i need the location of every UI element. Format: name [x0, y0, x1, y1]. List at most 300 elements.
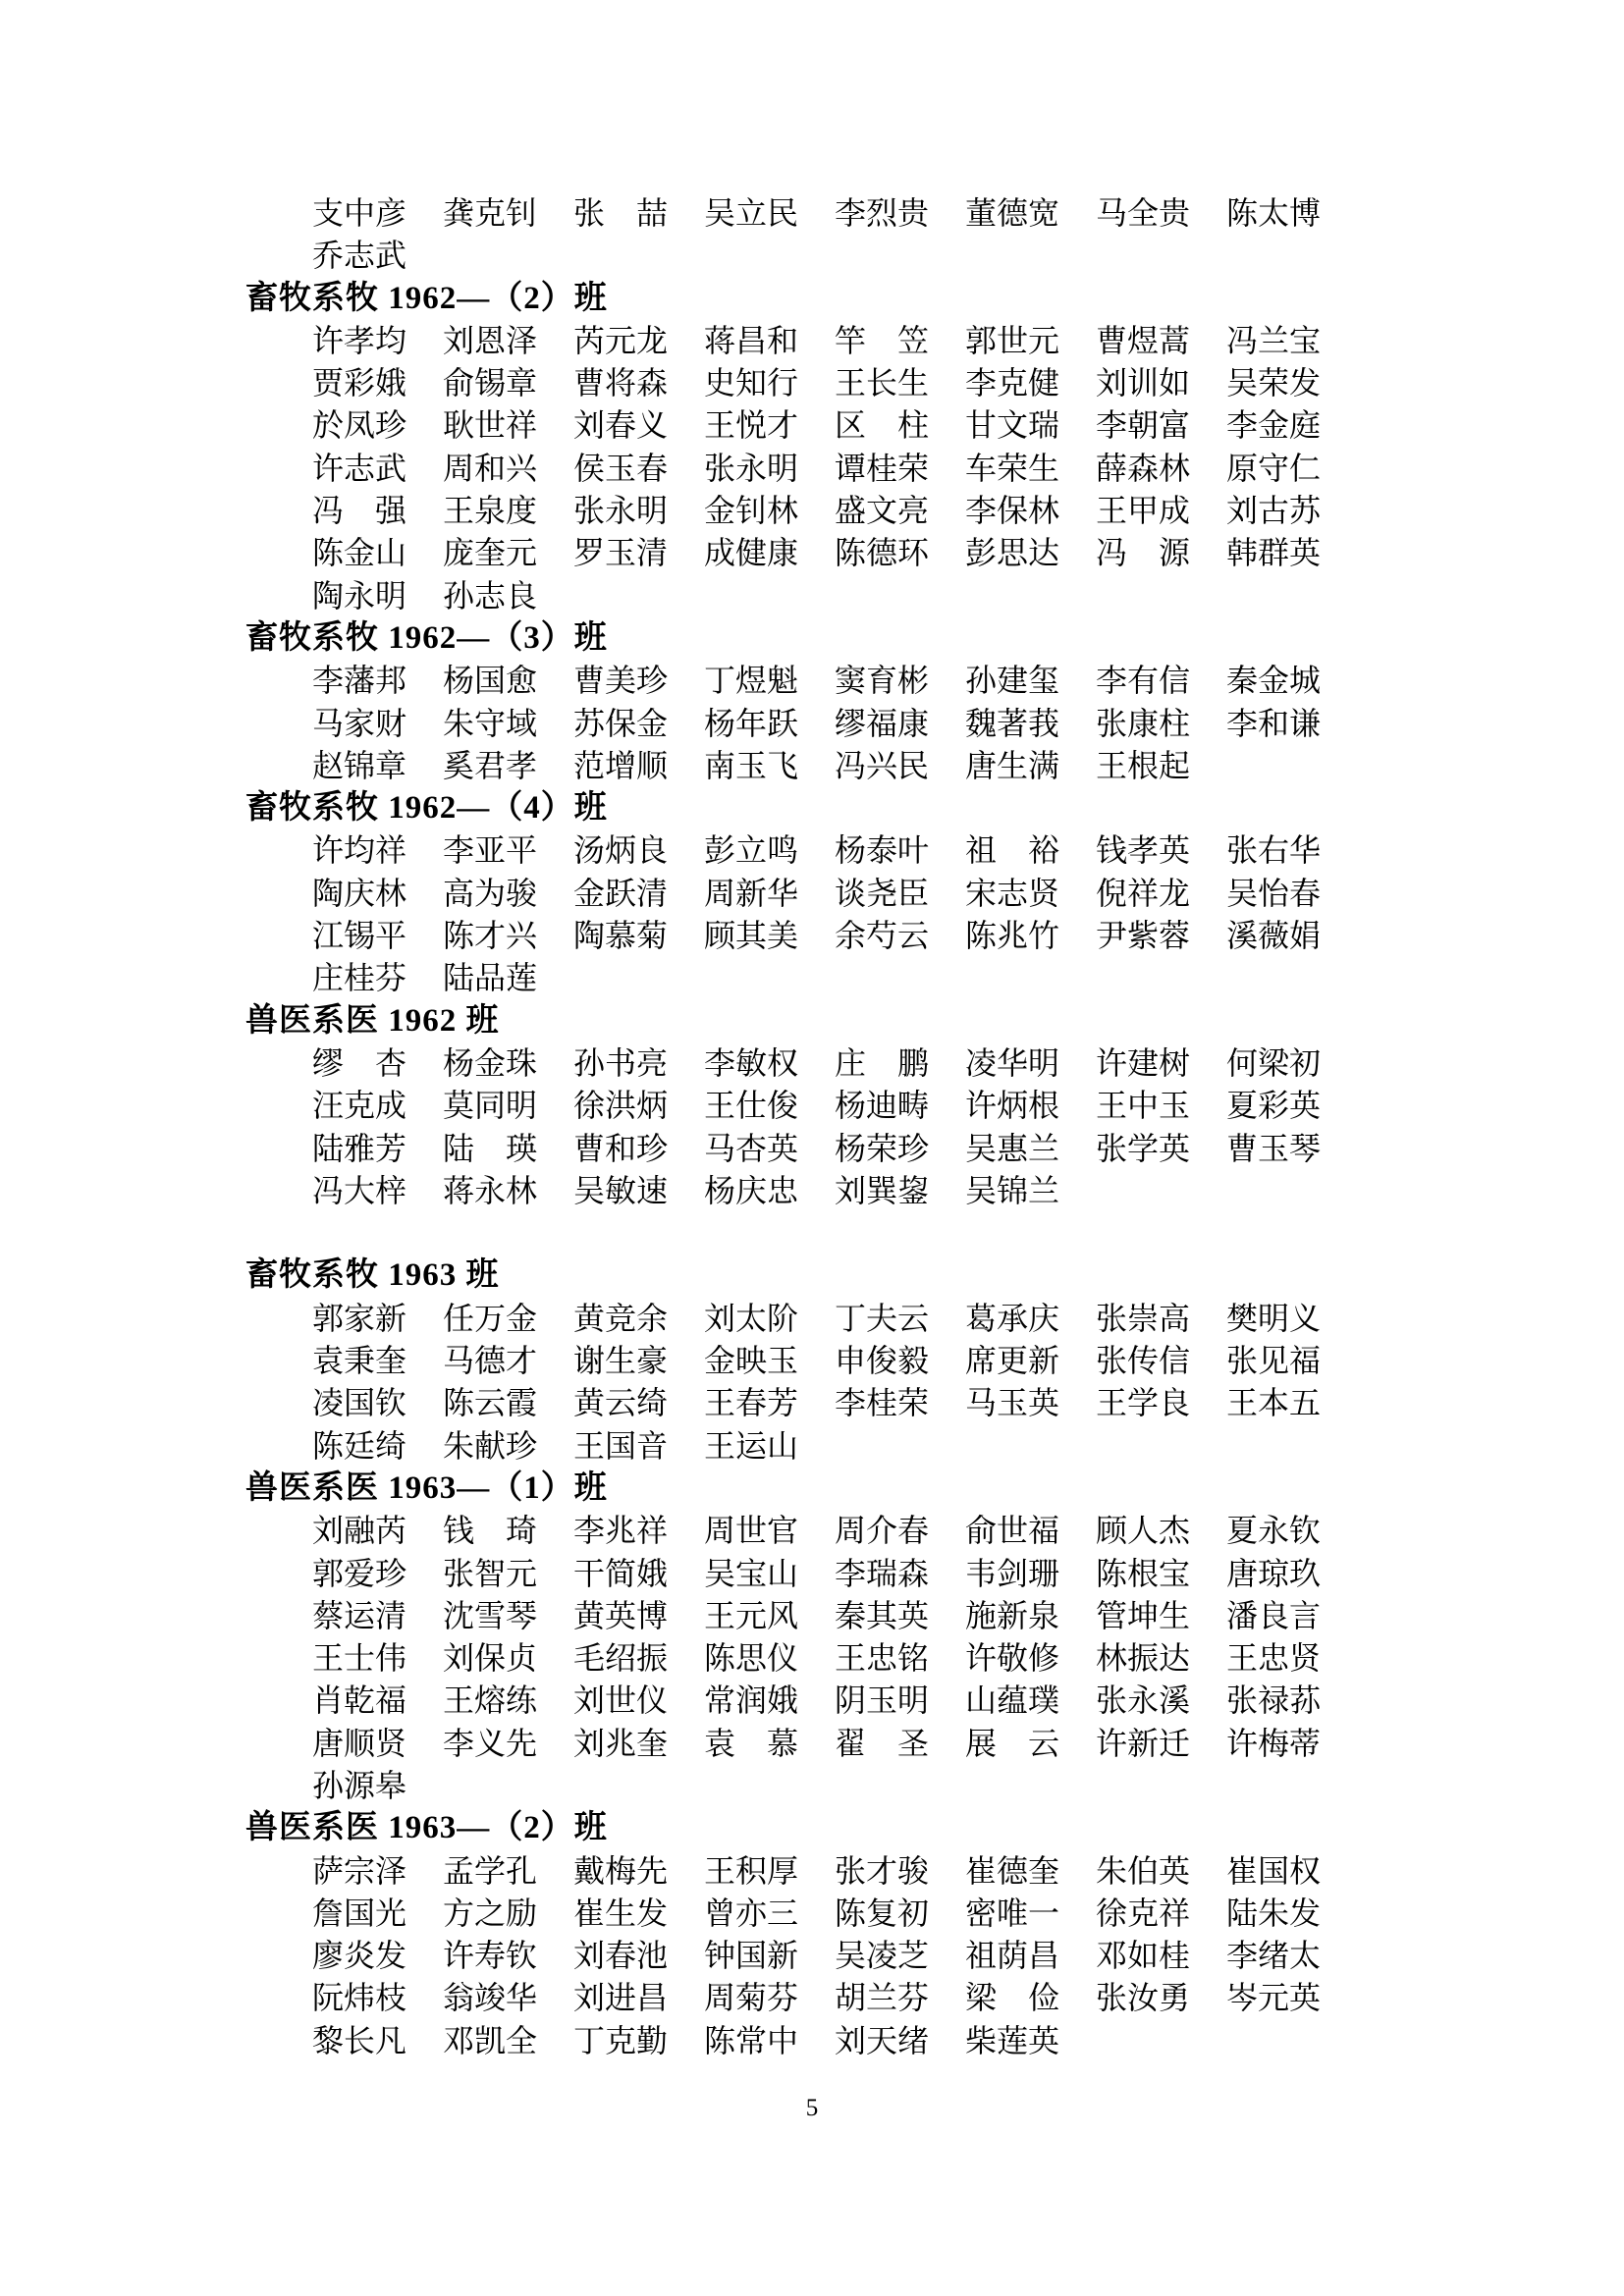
student-name: 汤炳良	[573, 832, 669, 869]
student-name: 朱献珍	[443, 1427, 538, 1464]
student-name: 盛文亮	[835, 493, 930, 529]
student-name: 缪福康	[835, 705, 930, 741]
student-name: 南玉飞	[704, 747, 799, 783]
student-name: 史知行	[704, 365, 799, 401]
student-name: 车荣生	[965, 450, 1060, 486]
name-row	[0, 532, 1624, 574]
student-name: 彭思达	[965, 535, 1060, 571]
section-header: 兽医系医 1963—（2）班	[245, 1810, 608, 1846]
student-name: 宋志贤	[965, 875, 1060, 911]
name-row	[0, 1425, 1624, 1468]
student-name: 汪克成	[312, 1088, 407, 1124]
student-name: 甘文瑞	[965, 407, 1060, 444]
student-name: 黄竞余	[573, 1300, 669, 1336]
student-name: 韦剑珊	[965, 1555, 1060, 1591]
section	[0, 1255, 1624, 1467]
name-row	[0, 1723, 1624, 1765]
student-name: 庄桂芬	[312, 960, 407, 996]
student-name: 钱孝英	[1096, 832, 1191, 869]
student-name: 唐琼玖	[1226, 1555, 1322, 1591]
student-name: 周菊芬	[704, 1980, 799, 2016]
student-name: 杨庆忠	[704, 1172, 799, 1208]
student-name: 夏彩英	[1226, 1088, 1322, 1124]
student-name: 杨泰叶	[835, 832, 930, 869]
name-row	[0, 448, 1624, 490]
student-name: 崔生发	[573, 1895, 669, 1931]
name-row	[0, 1128, 1624, 1170]
student-name: 刘融芮	[312, 1513, 407, 1549]
student-name: 王士伟	[312, 1640, 407, 1677]
student-name: 戴梅先	[573, 1852, 669, 1889]
student-name: 原守仁	[1226, 450, 1322, 486]
student-name: 陈太博	[1226, 195, 1322, 231]
student-name: 金跃清	[573, 875, 669, 911]
student-name: 陈德环	[835, 535, 930, 571]
student-name: 马德才	[443, 1343, 538, 1379]
student-name: 王泉度	[443, 493, 538, 529]
student-name: 李亚平	[443, 832, 538, 869]
section-gap	[0, 1212, 1624, 1255]
student-name: 席更新	[965, 1343, 1060, 1379]
student-name: 溪薇娟	[1226, 918, 1322, 954]
student-name: 马杏英	[704, 1130, 799, 1166]
student-name: 秦金城	[1226, 663, 1322, 699]
name-row	[0, 1382, 1624, 1424]
student-name: 王春芳	[704, 1385, 799, 1421]
student-name: 袁秉奎	[312, 1343, 407, 1379]
student-name: 孙源皋	[312, 1767, 407, 1803]
student-name: 刘保贞	[443, 1640, 538, 1677]
name-row	[0, 1850, 1624, 1893]
student-name: 曹玉琴	[1226, 1130, 1322, 1166]
section-header: 兽医系医 1962 班	[245, 1002, 500, 1039]
student-name: 谢生豪	[573, 1343, 669, 1379]
student-name: 陈根宝	[1096, 1555, 1191, 1591]
student-name: 丁夫云	[835, 1300, 930, 1336]
student-name: 王学良	[1096, 1385, 1191, 1421]
student-name: 苏保金	[573, 705, 669, 741]
student-name: 李有信	[1096, 663, 1191, 699]
student-name: 董德宽	[965, 195, 1060, 231]
student-name: 詹国光	[312, 1895, 407, 1931]
student-name: 陶庆林	[312, 875, 407, 911]
student-name: 周新华	[704, 875, 799, 911]
name-row	[0, 1680, 1624, 1722]
student-name: 朱守域	[443, 705, 538, 741]
student-name: 江锡平	[312, 918, 407, 954]
student-name: 曹美珍	[573, 663, 669, 699]
student-name: 李朝富	[1096, 407, 1191, 444]
name-row	[0, 1510, 1624, 1552]
name-row	[0, 1977, 1624, 2019]
name-row	[0, 829, 1624, 872]
student-name: 李藩邦	[312, 663, 407, 699]
student-name: 祖 裕	[965, 832, 1060, 869]
student-name: 刘太阶	[704, 1300, 799, 1336]
student-name: 廖炎发	[312, 1938, 407, 1974]
student-name: 吴立民	[704, 195, 799, 231]
student-name: 蔡运清	[312, 1597, 407, 1633]
student-name: 竿 笠	[835, 322, 930, 358]
student-name: 唐生满	[965, 747, 1060, 783]
student-name: 陆品莲	[443, 960, 538, 996]
student-name: 葛承庆	[965, 1300, 1060, 1336]
student-name: 许新迁	[1096, 1725, 1191, 1761]
student-name: 施新泉	[965, 1597, 1060, 1633]
student-name: 李和谦	[1226, 705, 1322, 741]
student-name: 许梅蒂	[1226, 1725, 1322, 1761]
student-name: 夏永钦	[1226, 1513, 1322, 1549]
name-row	[0, 1553, 1624, 1595]
name-row	[0, 235, 1624, 277]
student-name: 陈兆竹	[965, 918, 1060, 954]
student-name: 冯兰宝	[1226, 322, 1322, 358]
student-name: 赵锦章	[312, 747, 407, 783]
name-row	[0, 873, 1624, 915]
student-name: 张见福	[1226, 1343, 1322, 1379]
student-name: 王熔练	[443, 1682, 538, 1719]
student-name: 何梁初	[1226, 1044, 1322, 1081]
student-name: 郭世元	[965, 322, 1060, 358]
student-name: 徐克祥	[1096, 1895, 1191, 1931]
student-name: 韩群英	[1226, 535, 1322, 571]
student-name: 谭桂荣	[835, 450, 930, 486]
name-row	[0, 1298, 1624, 1340]
student-name: 张智元	[443, 1555, 538, 1591]
name-row	[0, 490, 1624, 532]
student-name: 张传信	[1096, 1343, 1191, 1379]
student-name: 谈尧臣	[835, 875, 930, 911]
name-row	[0, 1340, 1624, 1382]
student-name: 刘春义	[573, 407, 669, 444]
student-name: 奚君孝	[443, 747, 538, 783]
student-name: 冯 源	[1096, 535, 1191, 571]
student-name: 王悦才	[704, 407, 799, 444]
student-name: 萨宗泽	[312, 1852, 407, 1889]
student-name: 彭立鸣	[704, 832, 799, 869]
student-name: 冯大梓	[312, 1172, 407, 1208]
student-name: 许孝均	[312, 322, 407, 358]
student-name: 吴惠兰	[965, 1130, 1060, 1166]
name-row	[0, 1893, 1624, 1935]
name-row	[0, 320, 1624, 362]
student-name: 高为骏	[443, 875, 538, 911]
student-name: 潘良言	[1226, 1597, 1322, 1633]
student-name: 吴凌芝	[835, 1938, 930, 1974]
student-name: 支中彦	[312, 195, 407, 231]
name-row	[0, 1042, 1624, 1085]
student-name: 王国音	[573, 1427, 669, 1464]
student-name: 刘恩泽	[443, 322, 538, 358]
student-name: 管坤生	[1096, 1597, 1191, 1633]
student-name: 贾彩娥	[312, 365, 407, 401]
student-name: 范增顺	[573, 747, 669, 783]
student-name: 丁煜魁	[704, 663, 799, 699]
student-name: 杨迪畴	[835, 1088, 930, 1124]
student-name: 徐洪炳	[573, 1088, 669, 1124]
student-name: 梁 俭	[965, 1980, 1060, 2016]
student-name: 刘进昌	[573, 1980, 669, 2016]
student-name: 刘世仪	[573, 1682, 669, 1719]
student-name: 孙书亮	[573, 1044, 669, 1081]
student-name: 顾人杰	[1096, 1513, 1191, 1549]
student-name: 张学英	[1096, 1130, 1191, 1166]
section	[0, 192, 1624, 278]
student-name: 许炳根	[965, 1088, 1060, 1124]
student-name: 刘春池	[573, 1938, 669, 1974]
student-name: 李义先	[443, 1725, 538, 1761]
student-name: 王元风	[704, 1597, 799, 1633]
student-name: 密唯一	[965, 1895, 1060, 1931]
student-name: 陈才兴	[443, 918, 538, 954]
student-name: 王长生	[835, 365, 930, 401]
student-name: 周世官	[704, 1513, 799, 1549]
student-name: 祖荫昌	[965, 1938, 1060, 1974]
student-name: 王仕俊	[704, 1088, 799, 1124]
student-name: 吴敏速	[573, 1172, 669, 1208]
name-row	[0, 1595, 1624, 1637]
name-row	[0, 1765, 1624, 1807]
name-row	[0, 660, 1624, 702]
name-row	[0, 362, 1624, 404]
student-name: 陈云霞	[443, 1385, 538, 1421]
student-name: 展 云	[965, 1725, 1060, 1761]
student-name: 朱伯英	[1096, 1852, 1191, 1889]
student-name: 杨国愈	[443, 663, 538, 699]
student-name: 薛森林	[1096, 450, 1191, 486]
name-row	[0, 1085, 1624, 1127]
student-name: 王根起	[1096, 747, 1191, 783]
student-name: 王本五	[1226, 1385, 1322, 1421]
student-name: 罗玉清	[573, 535, 669, 571]
student-name: 吴荣发	[1226, 365, 1322, 401]
student-name: 方之励	[443, 1895, 538, 1931]
student-name: 崔国权	[1226, 1852, 1322, 1889]
student-name: 郭爱珍	[312, 1555, 407, 1591]
student-name: 陈常中	[704, 2022, 799, 2058]
student-name: 魏著莪	[965, 705, 1060, 741]
student-name: 蒋昌和	[704, 322, 799, 358]
student-name: 曹将森	[573, 365, 669, 401]
student-name: 秦其英	[835, 1597, 930, 1633]
name-row	[0, 404, 1624, 447]
student-name: 刘天绪	[835, 2022, 930, 2058]
section	[0, 617, 1624, 787]
student-name: 王中玉	[1096, 1088, 1191, 1124]
student-name: 张才骏	[835, 1852, 930, 1889]
name-row	[0, 2020, 1624, 2062]
student-name: 陈金山	[312, 535, 407, 571]
student-name: 许敬修	[965, 1640, 1060, 1677]
student-name: 蒋永林	[443, 1172, 538, 1208]
student-name: 李兆祥	[573, 1513, 669, 1549]
student-name: 张崇高	[1096, 1300, 1191, 1336]
student-name: 胡兰芬	[835, 1980, 930, 2016]
student-name: 常润娥	[704, 1682, 799, 1719]
student-name: 黄云绮	[573, 1385, 669, 1421]
student-name: 王甲成	[1096, 493, 1191, 529]
student-name: 金映玉	[704, 1343, 799, 1379]
student-name: 金钊林	[704, 493, 799, 529]
name-row	[0, 192, 1624, 235]
student-name: 张永明	[573, 493, 669, 529]
student-name: 俞世福	[965, 1513, 1060, 1549]
section-header: 畜牧系牧 1962—（4）班	[245, 790, 608, 827]
student-name: 成健康	[704, 535, 799, 571]
student-name: 王忠铭	[835, 1640, 930, 1677]
student-name: 樊明义	[1226, 1300, 1322, 1336]
student-name: 张禄荪	[1226, 1682, 1322, 1719]
student-name: 吴锦兰	[965, 1172, 1060, 1208]
student-name: 倪祥龙	[1096, 875, 1191, 911]
student-name: 邓如桂	[1096, 1938, 1191, 1974]
student-name: 申俊毅	[835, 1343, 930, 1379]
student-name: 李保林	[965, 493, 1060, 529]
student-name: 吴怡春	[1226, 875, 1322, 911]
student-name: 肖乾福	[312, 1682, 407, 1719]
student-name: 翟 圣	[835, 1725, 930, 1761]
student-name: 张 喆	[573, 195, 669, 231]
name-row	[0, 1935, 1624, 1977]
student-name: 刘训如	[1096, 365, 1191, 401]
student-name: 陈廷绮	[312, 1427, 407, 1464]
student-name: 许志武	[312, 450, 407, 486]
student-name: 乔志武	[312, 238, 407, 274]
section-header: 畜牧系牧 1962—（3）班	[245, 619, 608, 656]
section	[0, 1807, 1624, 2062]
student-name: 窦育彬	[835, 663, 930, 699]
student-name: 张康柱	[1096, 705, 1191, 741]
name-row	[0, 703, 1624, 745]
section-header: 畜牧系牧 1962—（2）班	[245, 280, 608, 316]
student-name: 陶永明	[312, 577, 407, 614]
student-name: 陆 瑛	[443, 1130, 538, 1166]
student-name: 杨年跃	[704, 705, 799, 741]
student-name: 余芍云	[835, 918, 930, 954]
student-name: 顾其美	[704, 918, 799, 954]
student-name: 侯玉春	[573, 450, 669, 486]
student-name: 孙志良	[443, 577, 538, 614]
student-name: 张永溪	[1096, 1682, 1191, 1719]
student-name: 许建树	[1096, 1044, 1191, 1081]
student-name: 岑元英	[1226, 1980, 1322, 2016]
student-name: 王忠贤	[1226, 1640, 1322, 1677]
student-name: 陶慕菊	[573, 918, 669, 954]
student-name: 山蕴璞	[965, 1682, 1060, 1719]
page-number: 5	[805, 2095, 819, 2121]
student-name: 曹煜蒿	[1096, 322, 1191, 358]
section	[0, 787, 1624, 999]
section	[0, 1468, 1624, 1807]
student-name: 庞奎元	[443, 535, 538, 571]
student-name: 凌国钦	[312, 1385, 407, 1421]
student-name: 於凤珍	[312, 407, 407, 444]
student-name: 郭家新	[312, 1300, 407, 1336]
student-name: 李敏权	[704, 1044, 799, 1081]
student-name: 李瑞森	[835, 1555, 930, 1591]
student-name: 阮炜枝	[312, 1980, 407, 2016]
student-name: 缪 杏	[312, 1044, 407, 1081]
student-name: 张汝勇	[1096, 1980, 1191, 2016]
name-row	[0, 957, 1624, 999]
student-name: 周和兴	[443, 450, 538, 486]
name-row	[0, 915, 1624, 957]
student-name: 李绪太	[1226, 1938, 1322, 1974]
student-name: 袁 慕	[704, 1725, 799, 1761]
student-name: 翁竣华	[443, 1980, 538, 2016]
student-name: 柴莲英	[965, 2022, 1060, 2058]
student-name: 王积厚	[704, 1852, 799, 1889]
student-name: 马玉英	[965, 1385, 1060, 1421]
student-name: 刘古苏	[1226, 493, 1322, 529]
student-name: 孟学孔	[443, 1852, 538, 1889]
student-name: 钱 琦	[443, 1513, 538, 1549]
student-name: 任万金	[443, 1300, 538, 1336]
student-name: 邓凯全	[443, 2022, 538, 2058]
student-name: 杨荣珍	[835, 1130, 930, 1166]
student-name: 耿世祥	[443, 407, 538, 444]
student-name: 干简娥	[573, 1555, 669, 1591]
student-name: 陈思仪	[704, 1640, 799, 1677]
student-name: 李烈贵	[835, 195, 930, 231]
student-name: 张永明	[704, 450, 799, 486]
student-name: 曹和珍	[573, 1130, 669, 1166]
student-name: 莫同明	[443, 1088, 538, 1124]
student-name: 许均祥	[312, 832, 407, 869]
student-name: 庄 鹏	[835, 1044, 930, 1081]
student-name: 阴玉明	[835, 1682, 930, 1719]
student-name: 俞锡章	[443, 365, 538, 401]
student-name: 李桂荣	[835, 1385, 930, 1421]
student-name: 张右华	[1226, 832, 1322, 869]
student-name: 区 柱	[835, 407, 930, 444]
student-name: 丁克勤	[573, 2022, 669, 2058]
student-name: 杨金珠	[443, 1044, 538, 1081]
name-row	[0, 1637, 1624, 1680]
section	[0, 1000, 1624, 1212]
student-name: 黄英博	[573, 1597, 669, 1633]
student-name: 周介春	[835, 1513, 930, 1549]
student-name: 吴宝山	[704, 1555, 799, 1591]
section	[0, 278, 1624, 617]
section-header: 畜牧系牧 1963 班	[245, 1257, 500, 1294]
student-name: 毛绍振	[573, 1640, 669, 1677]
student-name: 唐顺贤	[312, 1725, 407, 1761]
student-name: 孙建玺	[965, 663, 1060, 699]
student-name: 李克健	[965, 365, 1060, 401]
student-name: 钟国新	[704, 1938, 799, 1974]
name-row	[0, 1170, 1624, 1212]
name-row	[0, 575, 1624, 617]
student-name: 曾亦三	[704, 1895, 799, 1931]
student-name: 刘巽鋆	[835, 1172, 930, 1208]
section-header: 兽医系医 1963—（1）班	[245, 1469, 608, 1506]
student-name: 马家财	[312, 705, 407, 741]
roster	[0, 192, 1624, 2062]
student-name: 芮元龙	[573, 322, 669, 358]
student-name: 凌华明	[965, 1044, 1060, 1081]
student-name: 尹紫蓉	[1096, 918, 1191, 954]
student-name: 林振达	[1096, 1640, 1191, 1677]
student-name: 黎长凡	[312, 2022, 407, 2058]
student-name: 李金庭	[1226, 407, 1322, 444]
student-name: 龚克钊	[443, 195, 538, 231]
student-name: 陆雅芳	[312, 1130, 407, 1166]
student-name: 崔德奎	[965, 1852, 1060, 1889]
student-name: 马全贵	[1096, 195, 1191, 231]
student-name: 王运山	[704, 1427, 799, 1464]
student-name: 冯兴民	[835, 747, 930, 783]
